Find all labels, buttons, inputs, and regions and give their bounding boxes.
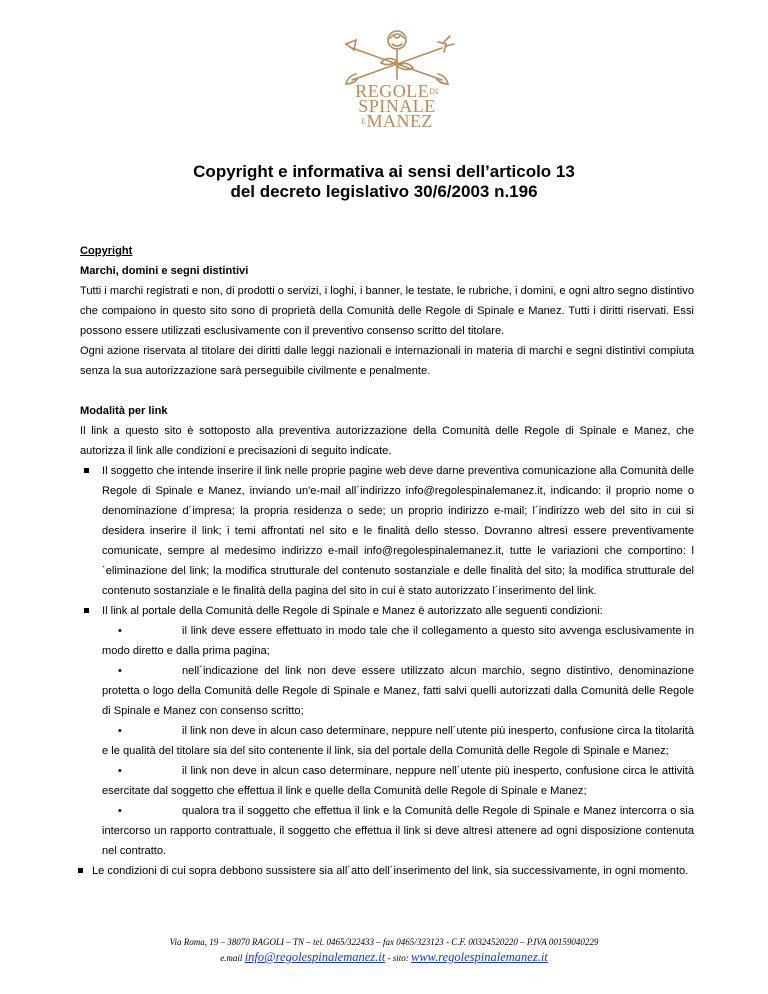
list-item bbox=[80, 601, 694, 861]
document-body bbox=[80, 241, 694, 881]
sub-conditions-list bbox=[102, 621, 694, 861]
sub-item-text: il link non deve in alcun caso determinare, neppure nell´utente più inesperto, confusione circa la titolarità e le qualità del titolare sia del sito contenente il link, sia del portale della Comunità delle Regole di Spinale e Manez; bbox=[102, 725, 694, 757]
sub-item-text: nell´indicazione del link non deve essere utilizzato alcun marchio, segno distintivo, denominazione protetta o logo della Comunità delle Regole di Spinale e Manez, fatti salvi quelli autorizzati dalla Comunità delle Regole di Spinale e Manez con consenso scritto; bbox=[102, 665, 694, 717]
sub-item-text: il link deve essere effettuato in modo tale che il collegamento a questo sito avvenga esclusivamente in modo diretto e dalla prima pagina; bbox=[102, 625, 694, 657]
link-conditions-list bbox=[80, 461, 694, 881]
title-line-2: del decreto legislativo 30/6/2003 n.196 bbox=[230, 182, 538, 201]
page-title bbox=[0, 162, 768, 202]
sub-list-item: • il link non deve in alcun caso determinare, neppure nell´utente più inesperto, confusione circa le attività esercitate dal soggetto che effettua il link e quelle della Comunità delle Regole di Spinale e Manez; bbox=[102, 765, 694, 797]
marchi-paragraph-1: Tutti i marchi registrati e non, di prodotti o servizi, i loghi, i banner, le testate, le rubriche, i domini, e ogni altro segno distintivo che compaiono in questo sito sono di proprietà della Comunità delle Regole di Spinale e Manez. Tutti i diritti riservati. Essi possono essere utilizzati esclusivamente con il preventivo consenso scritto del titolare. bbox=[80, 285, 694, 337]
footer-email-label: e.mail bbox=[220, 953, 243, 963]
sub-list-item: • il link non deve in alcun caso determinare, neppure nell´utente più inesperto, confusione circa la titolarità e le qualità del titolare sia del sito contenente il link, sia del portale della Comunità delle Regole di Spinale e Manez; bbox=[102, 725, 694, 757]
copyright-heading: Copyright bbox=[80, 245, 133, 257]
sub-list-item: • nell´indicazione del link non deve essere utilizzato alcun marchio, segno distintivo, denominazione protetta o logo della Comunità delle Regole di Spinale e Manez, fatti salvi quelli autorizzati dalla Comunità delle Regole di Spinale e Manez con consenso scritto; bbox=[102, 665, 694, 717]
link-heading: Modalità per link bbox=[80, 405, 168, 417]
footer-contacts bbox=[0, 950, 768, 966]
logo-line-1-small: DI bbox=[429, 87, 439, 96]
footer-site-link[interactable]: www.regolespinalemanez.it bbox=[410, 950, 548, 964]
list-item bbox=[80, 861, 694, 881]
sub-item-text: qualora tra il soggetto che effettua il link e la Comunità delle Regole di Spinale e Manez intercorra o sia intercorso un rapporto contrattuale, il soggetto che effettua il link si deve altresì attenere ad ogni disposizione contenuta nel contratto. bbox=[102, 805, 694, 857]
marchi-paragraph-2: Ogni azione riservata al titolare dei diritti dalle leggi nazionali e internazionali in materia di marchi e segni distintivi compiuta senza la sua autorizzazione sarà perseguibile civilmente e penalmente. bbox=[80, 345, 694, 377]
sub-item-text: il link non deve in alcun caso determinare, neppure nell´utente più inesperto, confusione circa le attività esercitate dal soggetto che effettua il link e quelle della Comunità delle Regole di Spinale e Manez; bbox=[102, 765, 694, 797]
logo-line-2: SPINALE bbox=[358, 96, 436, 116]
link-intro: Il link a questo sito è sottoposto alla preventiva autorizzazione della Comunità delle Regole di Spinale e Manez, che autorizza il link alle condizioni e precisazioni di seguito indicate. bbox=[80, 425, 694, 457]
sub-list-item: • qualora tra il soggetto che effettua il link e la Comunità delle Regole di Spinale e Manez intercorra o sia intercorso un rapporto contrattuale, il soggetto che effettua il link si deve altresì attenere ad ogni disposizione contenuta nel contratto. bbox=[102, 805, 694, 857]
sub-list-item: • il link deve essere effettuato in modo tale che il collegamento a questo sito avvenga esclusivamente in modo diretto e dalla prima pagina; bbox=[102, 625, 694, 657]
marchi-heading: Marchi, domini e segni distintivi bbox=[80, 265, 249, 277]
list-item bbox=[80, 461, 694, 601]
logo-line-3-small: E bbox=[361, 117, 367, 126]
footer-site-label: - sito: bbox=[387, 953, 409, 963]
title-line-1: Copyright e informativa ai sensi dell’articolo 13 bbox=[193, 162, 575, 181]
footer-email-link[interactable]: info@regolespinalemanez.it bbox=[244, 950, 386, 964]
bullet-3-text: Le condizioni di cui sopra debbono sussistere sia all´atto dell´inserimento del link, sia successivamente, in ogni momento. bbox=[92, 865, 689, 877]
logo-line-1: REGOLE bbox=[355, 81, 430, 101]
bullet-1-text: Il soggetto che intende inserire il link nelle proprie pagine web deve darne preventiva comunicazione alla Comunità delle Regole di Spinale e Manez, inviando un'e-mail all´indirizzo info@regolespinalemanez.it, indicando: il proprio nome o denominazione d´impresa; la propria residenza o sede; un proprio indirizzo e-mail; l´indirizzo web del sito in cui si desidera inserire il link; i temi affrontati nel sito e le finalità dello stesso. Dovranno altresì essere preventivamente comunicate, sempre al medesimo indirizzo e-mail info@regolespinalemanez.it, tutte le variazioni che comportino: l´eliminazione del link; la modifica strutturale del contenuto sostanziale e delle finalità del sito; la modifica strutturale del contenuto sostanziale e le finalità della pagina del sito in cui è stato autorizzato l´inserimento del link. bbox=[102, 465, 694, 597]
footer-address: Via Roma, 19 – 38070 RAGOLI – TN – tel. 0465/322433 – fax 0465/323123 - C.F. 00324520220 – P.IVA 00159040229 bbox=[169, 937, 599, 947]
letterhead-footer bbox=[0, 935, 768, 966]
logo-wordmark bbox=[347, 81, 447, 131]
bullet-2-text: Il link al portale della Comunità delle Regole di Spinale e Manez è autorizzato alle seguenti condizioni: bbox=[102, 605, 603, 617]
logo-line-3: MANEZ bbox=[366, 111, 433, 131]
